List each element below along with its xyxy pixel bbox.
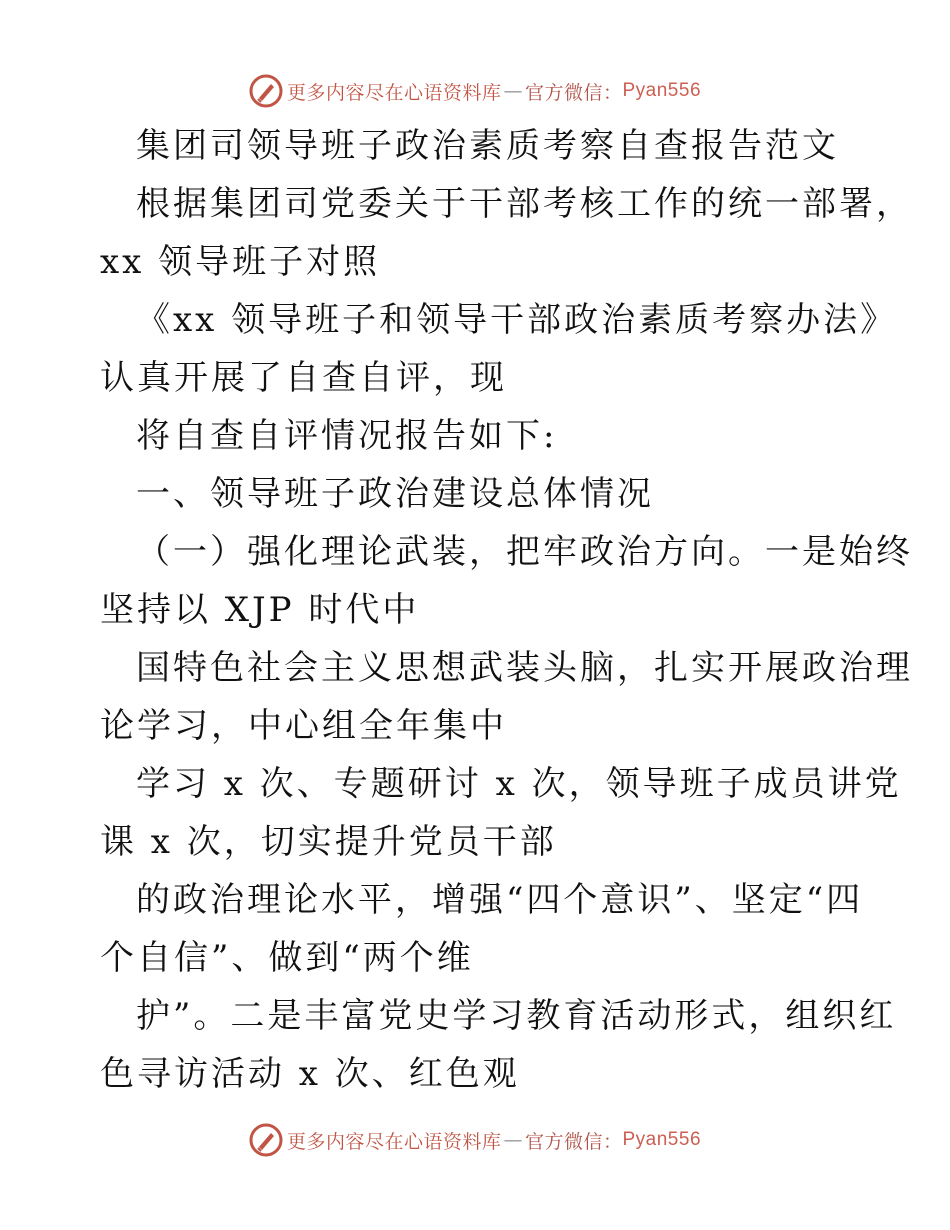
paragraph-line: 学习 x 次、专题研讨 x 次，领导班子成员讲党	[136, 764, 902, 804]
paragraph-line: xx 领导班子对照	[100, 242, 381, 282]
pen-nib-icon	[249, 1123, 283, 1157]
section-heading: 一、领导班子政治建设总体情况	[136, 474, 654, 514]
paragraph-line: 认真开展了自查自评，现	[100, 358, 507, 398]
watermark-dash: —	[503, 80, 523, 102]
document-title: 集团司领导班子政治素质考察自查报告范文	[136, 126, 839, 166]
paragraph-line: 坚持以 XJP 时代中	[100, 590, 420, 630]
paragraph-line: 课 x 次，切实提升党员干部	[100, 822, 557, 862]
paragraph-line: 的政治理论水平，增强“四个意识”、坚定“四	[136, 880, 864, 920]
watermark-label: 官方微信：	[524, 1130, 623, 1153]
paragraph-line: 国特色社会主义思想武装头脑，扎实开展政治理	[136, 648, 913, 688]
paragraph-line: 《xx 领导班子和领导干部政治素质考察办法》	[136, 300, 898, 340]
pen-nib-icon	[249, 74, 283, 108]
paragraph-line: 个自信”、做到“两个维	[100, 938, 474, 978]
watermark-dash: —	[503, 1129, 523, 1151]
paragraph-line: 护”。二是丰富党史学习教育活动形式，组织红	[136, 996, 897, 1036]
paragraph-line: 论学习，中心组全年集中	[100, 706, 507, 746]
watermark-main-text: 更多内容尽在心语资料库	[286, 81, 502, 104]
watermark-main-text: 更多内容尽在心语资料库	[286, 1130, 502, 1153]
watermark-wechat-id: Pyan556	[622, 80, 702, 101]
paragraph-line: 根据集团司党委关于干部考核工作的统一部署，	[136, 184, 913, 224]
paragraph-line: 色寻访活动 x 次、红色观	[100, 1054, 520, 1094]
paragraph-line: （一）强化理论武装，把牢政治方向。一是始终	[136, 532, 913, 572]
paragraph-line: 将自查自评情况报告如下:	[136, 416, 558, 456]
footer-watermark	[0, 1123, 950, 1157]
watermark-label: 官方微信：	[524, 81, 623, 104]
watermark-wechat-id: Pyan556	[622, 1129, 702, 1150]
header-watermark	[0, 74, 950, 108]
